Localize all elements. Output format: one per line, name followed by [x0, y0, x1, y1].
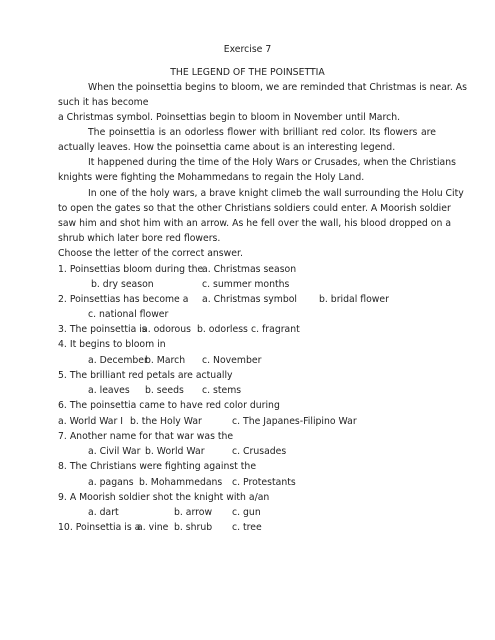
question-10-choice-b: b. shrub [174, 522, 213, 533]
question-5-choice-c: c. stems [202, 385, 242, 396]
paragraph-4-line-3: saw him and shot him with an arrow. As he fell over the wall, his blood dropped on a [58, 218, 452, 229]
story-title: THE LEGEND OF THE POINSETTIA [170, 67, 325, 78]
question-8-choice-c: c. Protestants [232, 477, 296, 488]
instruction-text: Choose the letter of the correct answer. [58, 248, 243, 259]
question-2-choice-a: a. Christmas symbol [202, 294, 298, 305]
question-6-choice-c: c. The Japanes-Filipino War [232, 416, 357, 427]
question-9-choice-c: c. gun [232, 507, 261, 518]
question-1-stem: 1. Poinsettias bloom during the [58, 264, 204, 275]
question-2-choice-c: c. national flower [88, 309, 169, 320]
question-2-stem: 2. Poinsettias has become a [58, 294, 189, 305]
question-4-choice-a: a. December [88, 355, 148, 366]
question-7-choice-c: c. Crusades [232, 446, 287, 457]
question-4-stem: 4. It begins to bloom in [58, 339, 166, 350]
paragraph-4-line-4: shrub which later bore red flowers. [58, 233, 221, 244]
question-3-stem: 3. The poinsettia is [58, 324, 147, 335]
question-7-stem: 7. Another name for that war was the [58, 431, 234, 442]
question-3-choice-b: b. odorless [197, 324, 248, 335]
paragraph-4-line-2: to open the gates so that the other Christians soldiers could enter. A Moorish soldier [58, 203, 451, 214]
paragraph-2-line-2: actually leaves. How the poinsettia came about is an interesting legend. [58, 142, 396, 153]
question-2-choice-b: b. bridal flower [319, 294, 389, 305]
question-1-choice-b: b. dry season [91, 279, 154, 290]
question-7-choice-b: b. World War [145, 446, 205, 457]
paragraph-1-line-3: a Christmas symbol. Poinsettias begin to bloom in November until March. [58, 112, 401, 123]
paragraph-3-line-1: It happened during the time of the Holy Wars or Crusades, when the Christians [88, 157, 456, 168]
question-1-choice-c: c. summer months [202, 279, 290, 290]
question-9-choice-b: b. arrow [174, 507, 213, 518]
question-6-choice-a: a. World War I [58, 416, 124, 427]
question-4-choice-b: b. March [145, 355, 186, 366]
paragraph-1-line-1: When the poinsettia begins to bloom, we are reminded that Christmas is near. As [88, 82, 467, 93]
question-10-choice-a: a. vine [137, 522, 169, 533]
question-5-choice-b: b. seeds [145, 385, 184, 396]
question-8-choice-a: a. pagans [88, 477, 134, 488]
question-5-stem: 5. The brilliant red petals are actually [58, 370, 233, 381]
question-10-stem: 10. Poinsettia is a [58, 522, 141, 533]
paragraph-1-line-2: such it has become [58, 97, 149, 108]
question-9-stem: 9. A Moorish soldier shot the knight with a/an [58, 492, 270, 503]
question-8-choice-b: b. Mohammedans [139, 477, 223, 488]
question-9-choice-a: a. dart [88, 507, 119, 518]
question-10-choice-c: c. tree [232, 522, 262, 533]
paragraph-3-line-2: knights were fighting the Mohammedans to regain the Holy Land. [58, 172, 365, 183]
question-1-choice-a: a. Christmas season [202, 264, 297, 275]
paragraph-2-line-1: The poinsettia is an odorless flower with brilliant red color. Its flowers are [88, 127, 436, 138]
question-3-choice-a: a. odorous [142, 324, 191, 335]
question-4-choice-c: c. November [202, 355, 262, 366]
question-7-choice-a: a. Civil War [88, 446, 141, 457]
exercise-title: Exercise 7 [223, 44, 272, 55]
question-8-stem: 8. The Christians were fighting against the [58, 461, 257, 472]
question-6-choice-b: b. the Holy War [130, 416, 202, 427]
question-6-stem: 6. The poinsettia came to have red color during [58, 400, 280, 411]
paragraph-4-line-1: In one of the holy wars, a brave knight climeb the wall surrounding the Holu City [88, 188, 464, 199]
question-5-choice-a: a. leaves [88, 385, 130, 396]
question-3-choice-c: c. fragrant [251, 324, 300, 335]
